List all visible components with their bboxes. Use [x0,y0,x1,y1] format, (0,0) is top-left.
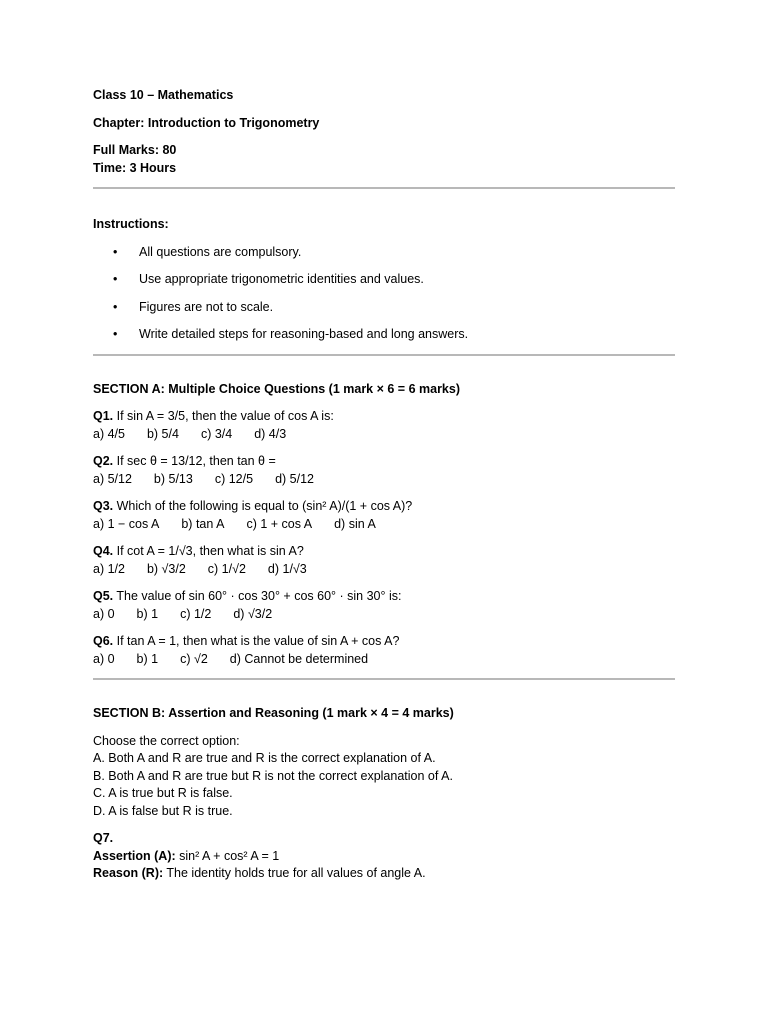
instructions-title: Instructions: [93,217,169,231]
instruction-item: • Use appropriate trigonometric identities and values. [139,271,675,289]
options-q2: a) 5/12 b) 5/13 c) 12/5 d) 5/12 [93,471,314,486]
question-q6: Q6. If tan A = 1, then what is the value of sin A + cos A? [93,634,400,648]
time-line: Time: 3 Hours [93,160,177,175]
bullet-icon: • [113,299,118,314]
instruction-item: • Write detailed steps for reasoning-based and long answers. [139,326,675,344]
choice-a: A. Both A and R are true and R is the correct explanation of A. [93,751,436,765]
instruction-item: • Figures are not to scale. [139,299,675,317]
choice-d: D. A is false but R is true. [93,803,233,818]
question-q1: Q1. If sin A = 3/5, then the value of cos A is: [93,409,334,423]
options-q4: a) 1/2 b) √3/2 c) 1/√2 d) 1/√3 [93,561,307,576]
section-b-title: SECTION B: Assertion and Reasoning (1 mark × 4 = 4 marks) [93,706,454,720]
class-line: Class 10 – Mathematics [93,88,234,102]
reason-line: Reason (R): The identity holds true for all values of angle A. [93,866,426,880]
options-q5: a) 0 b) 1 c) 1/2 d) √3/2 [93,606,273,621]
options-q3: a) 1 − cos A b) tan A c) 1 + cos A d) sin A [93,516,376,531]
question-q3: Q3. Which of the following is equal to (sin² A)/(1 + cos A)? [93,499,413,513]
section-a-title: SECTION A: Multiple Choice Questions (1 mark × 6 = 6 marks) [93,381,460,396]
assertion-line: Assertion (A): sin² A + cos² A = 1 [93,848,280,863]
question-q2: Q2. If sec θ = 13/12, then tan θ = [93,454,276,468]
options-q1: a) 4/5 b) 5/4 c) 3/4 d) 4/3 [93,426,287,441]
chapter-line: Chapter: Introduction to Trigonometry [93,115,320,130]
options-q6: a) 0 b) 1 c) √2 d) Cannot be determined [93,651,369,666]
choose-instruction: Choose the correct option: [93,733,240,748]
question-q7-number: Q7. [93,831,114,845]
instruction-item: • All questions are compulsory. [139,244,675,262]
question-q4: Q4. If cot A = 1/√3, then what is sin A? [93,544,304,558]
bullet-icon: • [113,272,118,286]
bullet-icon: • [113,244,118,259]
full-marks: Full Marks: 80 [93,143,177,157]
choice-c: C. A is true but R is false. [93,786,233,800]
choice-b: B. Both A and R are true but R is not the correct explanation of A. [93,768,453,783]
document-content [93,87,675,883]
bullet-icon: • [113,327,118,341]
question-q5: Q5. The value of sin 60° · cos 30° + cos 60° · sin 30° is: [93,589,402,603]
